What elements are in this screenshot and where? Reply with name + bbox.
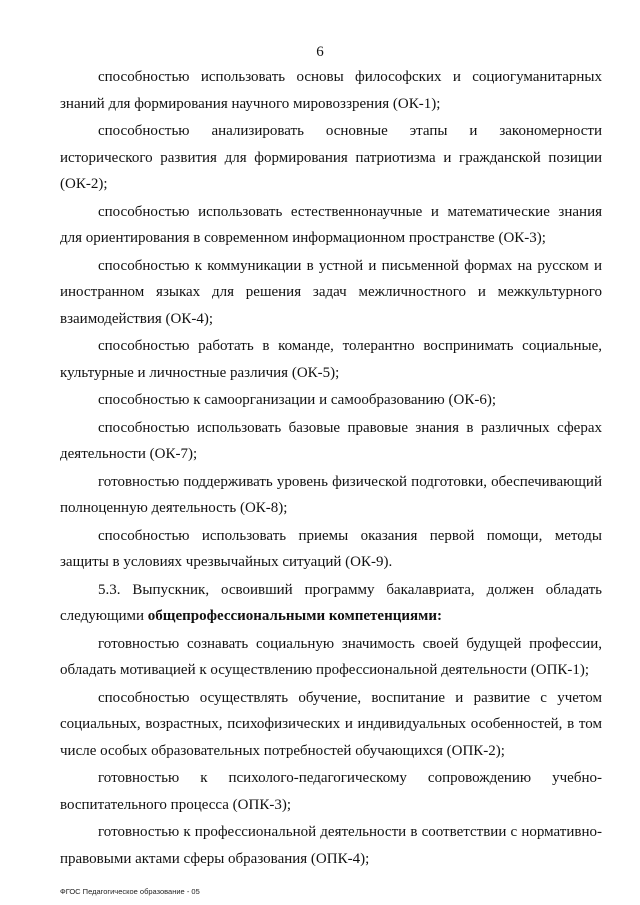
section-5-3-heading: [60, 577, 602, 630]
competency-ok-3: способностью использовать естественнонаучные и математические знания для ориентирования в современном информационном пространстве (ОК-3);: [60, 203, 602, 246]
document-footer: ФГОС Педагогическое образование - 05: [60, 887, 200, 896]
competency-opk-4: готовностью к профессиональной деятельности в соответствии с нормативно-правовыми актами сферы образования (ОПК-4);: [60, 824, 602, 867]
competency-opk-1: готовностью сознавать социальную значимость своей будущей профессии, обладать мотивацией к осуществлению профессиональной деятельности (ОПК-1);: [60, 635, 602, 678]
competency-opk-3: готовностью к психолого-педагогическому сопровождению учебно-воспитательного процесса (ОПК-3);: [60, 770, 602, 813]
competency-ok-1: способностью использовать основы философских и социогуманитарных знаний для формирования научного мировоззрения (ОК-1);: [60, 69, 602, 112]
competency-ok-8: готовностью поддерживать уровень физической подготовки, обеспечивающий полноценную деятельность (ОК-8);: [60, 473, 602, 516]
competency-ok-2: способностью анализировать основные этапы и закономерности исторического развития для формирования патриотизма и гражданской позиции (ОК-2);: [60, 123, 602, 192]
competency-opk-2: способностью осуществлять обучение, воспитание и развитие с учетом социальных, возрастных, психофизических и индивидуальных особенностей, в том числе особых образовательных потребностей обучающихся (ОПК-2);: [60, 689, 602, 759]
page-number: 6: [316, 44, 324, 60]
document-body: [60, 64, 602, 872]
competency-ok-7: способностью использовать базовые правовые знания в различных сферах деятельности (ОК-7);: [60, 419, 602, 462]
competency-ok-4: способностью к коммуникации в устной и письменной формах на русском и иностранном языках для решения задач межличностного и межкультурного взаимодействия (ОК-4);: [60, 257, 602, 327]
competency-ok-5: способностью работать в команде, толерантно воспринимать социальные, культурные и личностные различия (ОК-5);: [60, 338, 602, 381]
competency-ok-6: способностью к самоорганизации и самообразованию (ОК-6);: [98, 392, 497, 408]
section-5-3-lead: 5.3. Выпускник, освоивший программу бакалавриата, должен обладать следующими: [60, 581, 602, 624]
competency-ok-9: способностью использовать приемы оказания первой помощи, методы защиты в условиях чрезвычайных ситуаций (ОК-9).: [60, 527, 602, 570]
section-5-3-bold-term: общепрофессиональными компетенциями:: [147, 608, 442, 624]
